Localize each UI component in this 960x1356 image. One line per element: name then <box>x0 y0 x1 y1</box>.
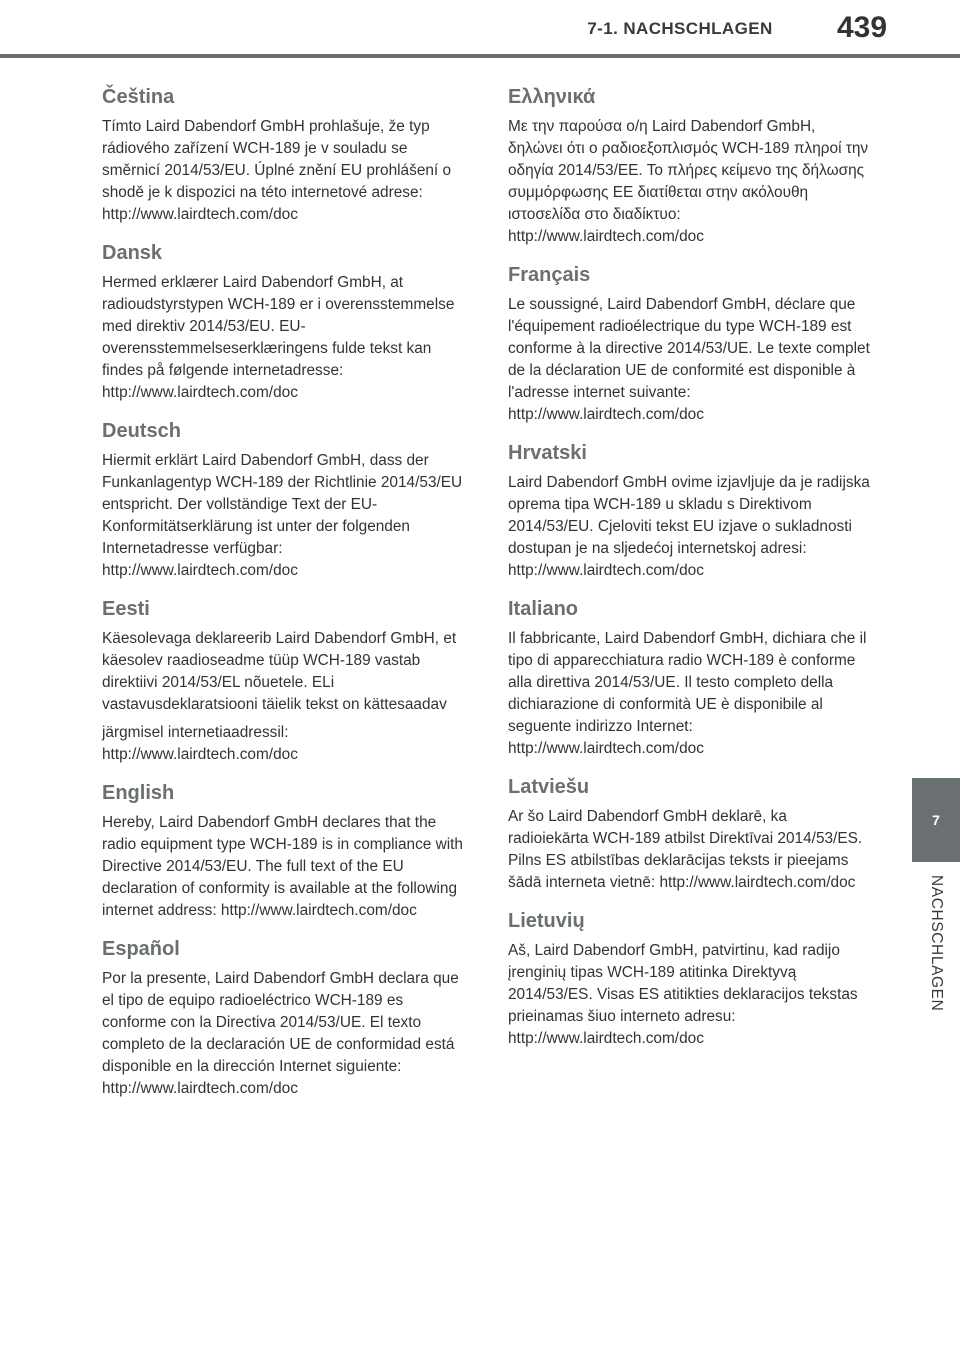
chapter-label-container <box>912 875 960 1055</box>
section-ellinika <box>508 84 870 248</box>
right-column <box>508 84 870 1064</box>
section-heading: English <box>102 782 175 804</box>
section-latviesu <box>508 774 870 894</box>
header-divider <box>0 54 960 58</box>
section-francais <box>508 262 870 426</box>
paragraph: Ar šo Laird Dabendorf GmbH deklarē, ka radioiekārta WCH-189 atbilst Direktīvai 2014/53/ES. Pilns ES atbilstības deklarācijas teksts ir pieejams šādā interneta vietnē: http://www.lairdtech.com/doc <box>508 808 863 891</box>
section-body <box>508 294 870 426</box>
section-heading: Hrvatski <box>508 442 587 464</box>
paragraph: Tímto Laird Dabendorf GmbH prohlašuje, že typ rádiového zařízení WCH-189 je v souladu se směrnicí 2014/53/EU. Úplné znění EU prohlášení o shodě je k dispozici na této internetové adrese: http://www.lairdtech.com/doc <box>102 118 452 223</box>
paragraph: Aš, Laird Dabendorf GmbH, patvirtinu, kad radijo įrenginių tipas WCH-189 atitinka Direktyvą 2014/53/ES. Visas ES atitikties deklaracijos tekstas prieinamas šiuo interneto adresu: http://www.lairdtech.com/doc <box>508 942 858 1047</box>
paragraph: Hermed erklærer Laird Dabendorf GmbH, at radioudstyrstypen WCH-189 er i overensstemmelse med direktiv 2014/53/EU. EU-overensstemmelseserklæringens fulde tekst kan findes på følgende internetadresse: http://www.lairdtech.com/doc <box>102 274 455 401</box>
section-body <box>508 806 870 894</box>
chapter-label: NACHSCHLAGEN <box>928 875 945 1012</box>
paragraph: Il fabbricante, Laird Dabendorf GmbH, dichiara che il tipo di apparecchiatura radio WCH-189 è conforme alla direttiva 2014/53/UE. Il testo completo della dichiarazione di conformità UE è disponibile al seguente indirizzo Internet: http://www.lairdtech.com/doc <box>508 630 867 757</box>
section-body <box>102 272 464 404</box>
paragraph: Με την παρούσα ο/η Laird Dabendorf GmbH, δηλώνει ότι ο ραδιοεξοπλισμός WCH-189 πληροί την οδηγία 2014/53/ΕΕ. Το πλήρες κείμενο της δήλωσης συμμόρφωσης ΕΕ διατίθεται στην ακόλουθη ιστοσελίδα στο διαδίκτυο: http://www.lairdtech.com/doc <box>508 118 869 245</box>
running-header-title: 7-1. NACHSCHLAGEN <box>587 19 773 38</box>
left-column <box>102 84 464 1114</box>
paragraph: Por la presente, Laird Dabendorf GmbH declara que el tipo de equipo radioeléctrico WCH-189 es conforme con la Directiva 2014/53/UE. El texto completo de la declaración UE de conformidad está disponible en la dirección Internet siguiente: http://www.lairdtech.com/doc <box>102 970 459 1097</box>
paragraph: Le soussigné, Laird Dabendorf GmbH, déclare que l'équipement radioélectrique du type WCH-189 est conforme à la directive 2014/53/UE. Le texte complet de la déclaration UE de conformité est disponible à l'adresse internet suivante: http://www.lairdtech.com/doc <box>508 296 870 423</box>
section-body <box>102 968 464 1100</box>
section-hrvatski <box>508 440 870 582</box>
section-heading: Eesti <box>102 598 150 620</box>
section-body <box>508 472 870 582</box>
section-heading: Dansk <box>102 242 163 264</box>
section-dansk <box>102 240 464 404</box>
section-english <box>102 780 464 922</box>
chapter-number: 7 <box>932 812 940 828</box>
paragraph: Käesolevaga deklareerib Laird Dabendorf GmbH, et käesolev raadioseadme tüüp WCH-189 vastab direktiivi 2014/53/EL nõuetele. ELi vastavusdeklaratsiooni täielik tekst on kättesaadav <box>102 630 457 713</box>
section-espanol <box>102 936 464 1100</box>
section-eesti <box>102 596 464 766</box>
section-heading: Deutsch <box>102 420 181 442</box>
section-body <box>508 628 870 760</box>
section-body <box>102 812 464 922</box>
section-heading: Čeština <box>102 86 175 108</box>
chapter-tab <box>912 778 960 862</box>
section-heading: Español <box>102 938 180 960</box>
section-heading: Ελληνικά <box>508 86 596 108</box>
paragraph: Hiermit erklärt Laird Dabendorf GmbH, dass der Funkanlagentyp WCH-189 der Richtlinie 2014/53/EU entspricht. Der vollständige Text der EU-Konformitätserklärung ist unter der folgenden Internetadresse verfügbar: http://www.lairdtech.com/doc <box>102 452 463 579</box>
section-body <box>102 116 464 226</box>
section-cestina <box>102 84 464 226</box>
section-body <box>102 628 464 766</box>
section-italiano <box>508 596 870 760</box>
section-lietuviu <box>508 908 870 1050</box>
page-number: 439 <box>836 11 888 44</box>
paragraph: järgmisel internetiaadressil: http://www.lairdtech.com/doc <box>102 724 298 763</box>
section-deutsch <box>102 418 464 582</box>
section-heading: Français <box>508 264 591 286</box>
section-heading: Latviešu <box>508 776 590 798</box>
section-body <box>508 116 870 248</box>
section-body <box>508 940 870 1050</box>
section-heading: Lietuvių <box>508 910 585 932</box>
paragraph: Hereby, Laird Dabendorf GmbH declares that the radio equipment type WCH-189 is in compliance with Directive 2014/53/EU. The full text of the EU declaration of conformity is available at the following internet address: http://www.lairdtech.com/doc <box>102 814 463 919</box>
section-body <box>102 450 464 582</box>
section-heading: Italiano <box>508 598 579 620</box>
paragraph: Laird Dabendorf GmbH ovime izjavljuje da je radijska oprema tipa WCH-189 u skladu s Direktivom 2014/53/EU. Cjeloviti tekst EU izjave o sukladnosti dostupan je na sljedećoj internetskoj adresi: http://www.lairdtech.com/doc <box>508 474 870 579</box>
